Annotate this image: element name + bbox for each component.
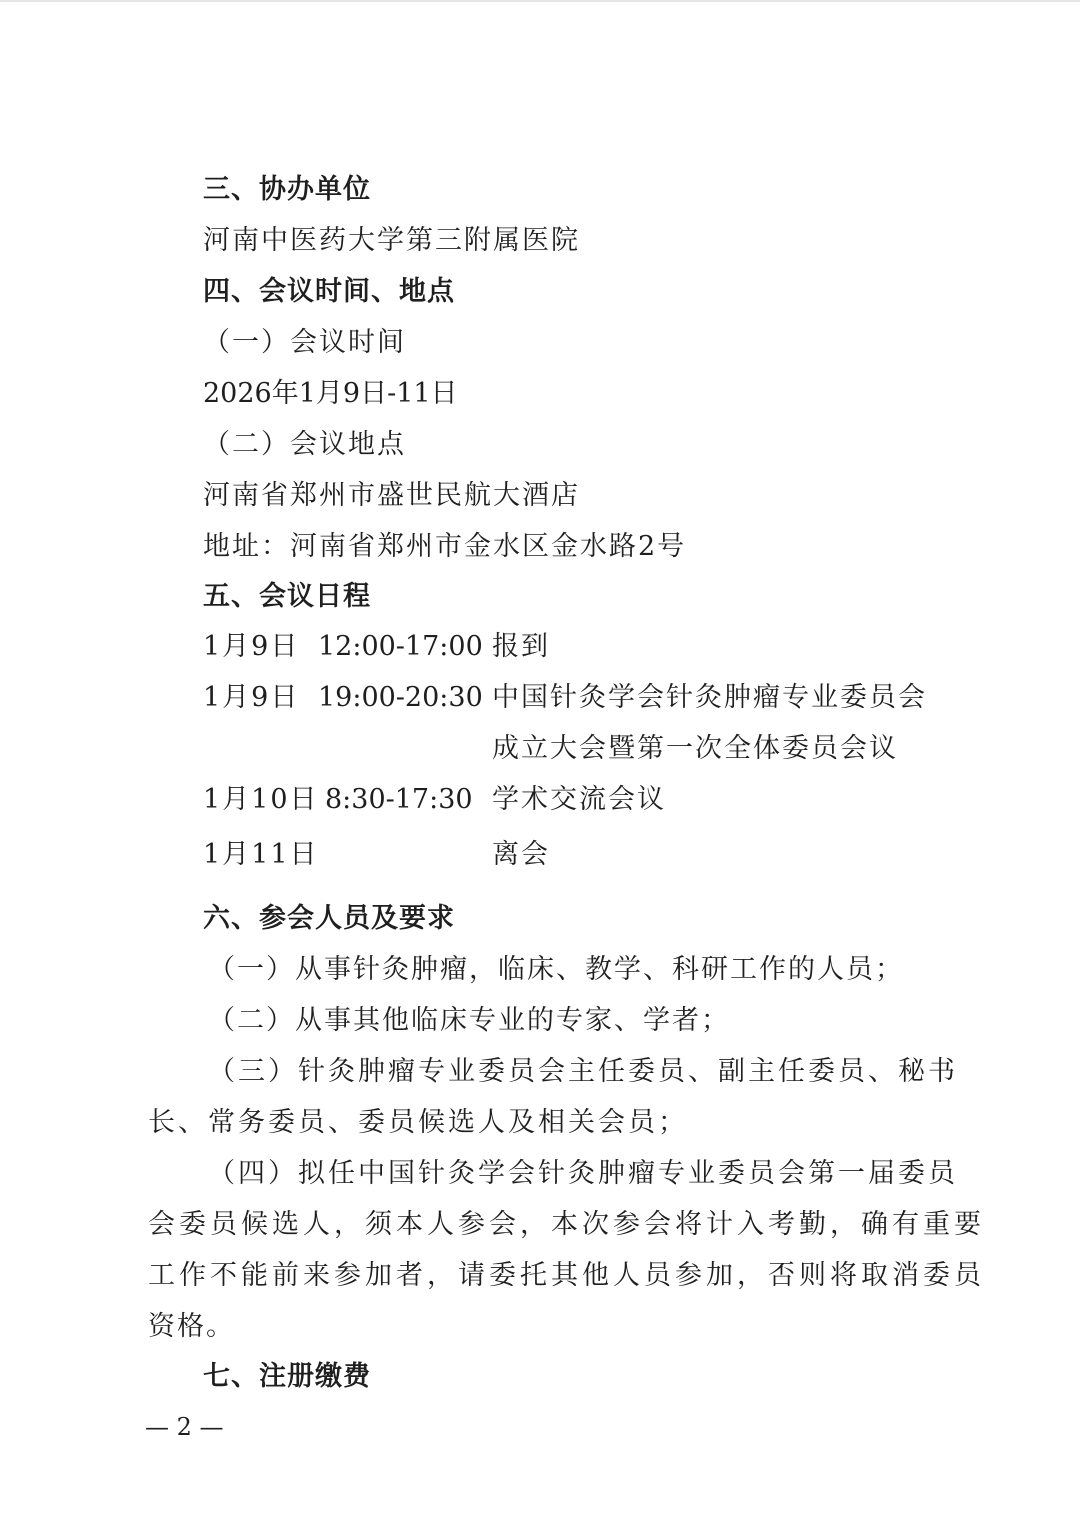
co-organizer-name: 河南中医药大学第三附属医院: [203, 225, 580, 256]
section-heading-co-organizer: 三、协办单位: [203, 174, 371, 205]
schedule-item-continuation: 成立大会暨第一次全体委员会议: [492, 733, 898, 764]
venue-name: 河南省郑州市盛世民航大酒店: [203, 480, 580, 511]
schedule-date: 1月11日: [203, 839, 319, 870]
section-heading-schedule: 五、会议日程: [203, 581, 371, 612]
schedule-date: 1月10日: [203, 784, 319, 815]
schedule-time: 8:30-17:30: [325, 784, 473, 815]
section-heading-time-place: 四、会议时间、地点: [203, 276, 455, 307]
attendee-requirement-3: （三）针灸肿瘤专业委员会主任委员、副主任委员、秘书: [208, 1056, 958, 1087]
schedule-time: 12:00-17:00: [318, 631, 483, 662]
section-heading-attendees: 六、参会人员及要求: [203, 903, 455, 934]
attendee-requirement-4: （四）拟任中国针灸学会针灸肿瘤专业委员会第一届委员: [208, 1158, 958, 1189]
schedule-date: 1月9日: [203, 631, 300, 662]
meeting-date-range: 2026年1月9日-11日: [203, 378, 458, 409]
section-heading-registration: 七、注册缴费: [203, 1361, 371, 1392]
schedule-date: 1月9日: [203, 682, 300, 713]
subheading-meeting-place: （二）会议地点: [203, 429, 406, 460]
attendee-requirement-1: （一）从事针灸肿瘤，临床、教学、科研工作的人员；: [208, 954, 904, 985]
document-body: [0, 2, 1080, 1529]
page-number: — 2 —: [145, 1413, 224, 1441]
schedule-item: 离会: [492, 839, 550, 870]
venue-address: 地址：河南省郑州市金水区金水路2号: [203, 531, 687, 562]
attendee-requirement-3-cont: 长、常务委员、委员候选人及相关会员；: [148, 1107, 688, 1138]
attendee-requirement-4-cont: 资格。: [148, 1311, 235, 1342]
subheading-meeting-time: （一）会议时间: [203, 327, 406, 358]
attendee-requirement-4-cont: 会委员候选人，须本人参会，本次参会将计入考勤，确有重要: [148, 1209, 985, 1240]
schedule-item: 中国针灸学会针灸肿瘤专业委员会: [492, 682, 927, 713]
attendee-requirement-4-cont: 工作不能前来参加者，请委托其他人员参加，否则将取消委员: [148, 1260, 985, 1291]
schedule-item: 学术交流会议: [492, 784, 666, 815]
attendee-requirement-2: （二）从事其他临床专业的专家、学者；: [208, 1005, 730, 1036]
schedule-time: 19:00-20:30: [318, 682, 483, 713]
schedule-item: 报到: [492, 631, 550, 662]
